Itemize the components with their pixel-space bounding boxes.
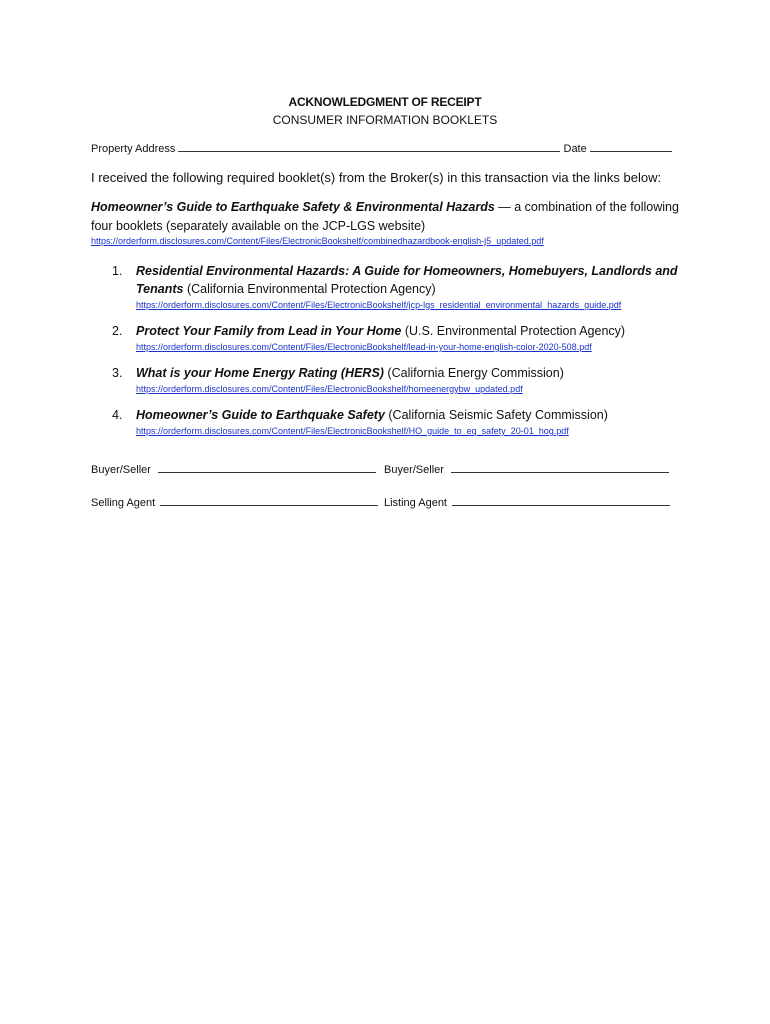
combined-booklet-title: Homeowner’s Guide to Earthquake Safety & Environmental Hazards xyxy=(91,200,495,214)
date-label: Date xyxy=(563,143,587,155)
combined-booklet-note: — a combination of the following four booklets (separately available on the JCP-LGS website) xyxy=(91,200,679,233)
selling-agent-signature-field[interactable] xyxy=(160,496,378,506)
listing-agent-label: Listing Agent xyxy=(384,497,447,509)
booklet-link[interactable]: https://orderform.disclosures.com/Content/Files/ElectronicBookshelf/lead-in-your-home-english-color-2020-508.pdf xyxy=(136,342,592,352)
booklet-link[interactable]: https://orderform.disclosures.com/Content/Files/ElectronicBookshelf/homeenergybw_updated.pdf xyxy=(136,384,523,394)
booklet-number: 2. xyxy=(112,324,123,338)
booklet-title: Homeowner’s Guide to Earthquake Safety xyxy=(136,408,385,422)
document-subtitle: CONSUMER INFORMATION BOOKLETS xyxy=(272,113,498,127)
selling-agent-label: Selling Agent xyxy=(91,497,156,509)
booklet-number: 4. xyxy=(112,408,123,422)
listing-agent-signature-field[interactable] xyxy=(452,496,670,506)
property-address-label: Property Address xyxy=(91,143,176,155)
booklet-agency: (California Seismic Safety Commission) xyxy=(384,408,608,422)
booklet-title: What is your Home Energy Rating (HERS) xyxy=(136,366,384,380)
property-address-field[interactable] xyxy=(178,142,560,152)
buyer-seller-signature-field[interactable] xyxy=(451,463,669,473)
agent-signature-row xyxy=(91,496,447,509)
combined-booklet-link[interactable]: https://orderform.disclosures.com/Content/Files/ElectronicBookshelf/combinedhazardbook-english-j5_updated.pdf xyxy=(91,236,544,246)
booklet-number: 3. xyxy=(112,366,123,380)
booklet-link[interactable]: https://orderform.disclosures.com/Content/Files/ElectronicBookshelf/HO_guide_to_eq_safety_20-01_hog.pdf xyxy=(136,426,569,436)
booklet-link[interactable]: https://orderform.disclosures.com/Content/Files/ElectronicBookshelf/jcp-lgs_residential_environmental_hazards_guide.pdf xyxy=(136,300,622,310)
booklet-agency: (California Energy Commission) xyxy=(383,366,564,380)
buyer-seller-signature-row xyxy=(91,463,444,476)
booklet-title: Residential Environmental Hazards: A Guide for Homeowners, Homebuyers, Landlords and Tenants xyxy=(136,264,678,296)
booklet-agency: (U.S. Environmental Protection Agency) xyxy=(401,324,626,338)
intro-text: I received the following required booklet(s) from the Broker(s) in this transaction via the links below: xyxy=(91,170,662,185)
buyer-seller-label: Buyer/Seller xyxy=(91,464,151,476)
buyer-seller-signature-field[interactable] xyxy=(158,463,376,473)
document-title: ACKNOWLEDGMENT OF RECEIPT xyxy=(288,95,482,109)
booklet-title: Protect Your Family from Lead in Your Home xyxy=(136,324,402,338)
booklet-agency: (California Environmental Protection Agency) xyxy=(183,282,436,296)
combined-booklet-description xyxy=(91,198,691,236)
booklet-number: 1. xyxy=(112,264,123,278)
property-address-row xyxy=(91,142,672,155)
buyer-seller-label: Buyer/Seller xyxy=(384,464,444,476)
date-field[interactable] xyxy=(590,142,672,152)
